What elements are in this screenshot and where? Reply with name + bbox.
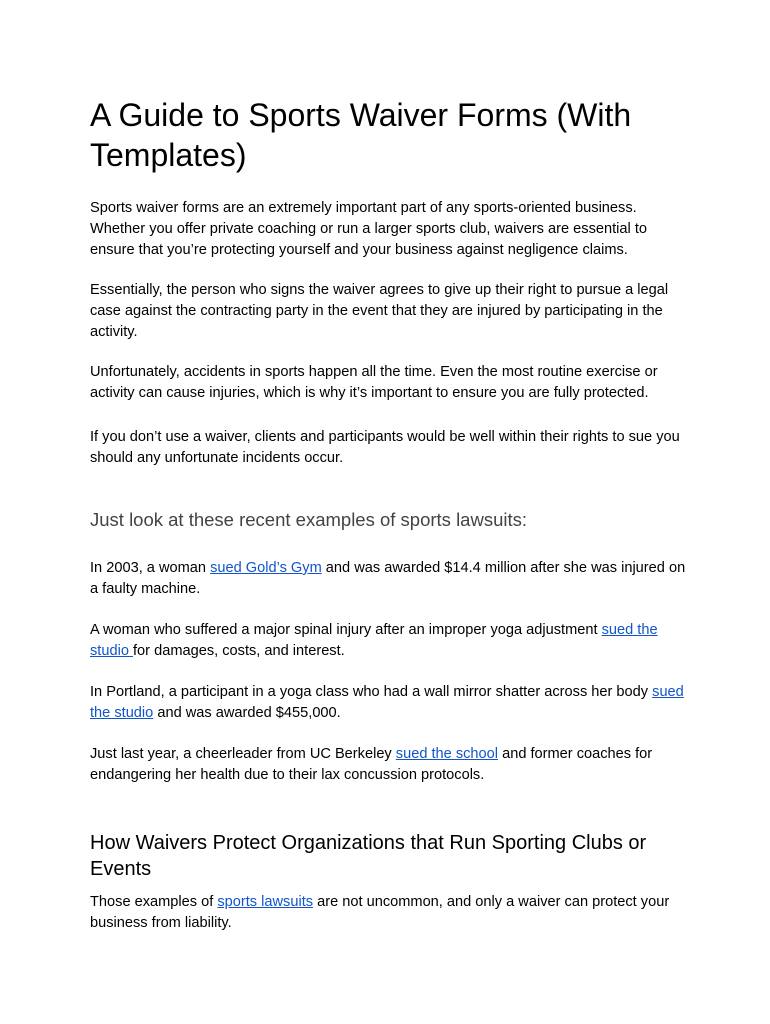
example-item <box>90 620 690 662</box>
example-text-after: and was awarded $455,000. <box>153 705 341 721</box>
protect-heading: How Waivers Protect Organizations that Run Sporting Clubs or Events <box>90 832 647 880</box>
sued-the-studio-portland-link[interactable]: sued the studio <box>90 684 684 721</box>
protect-paragraph <box>90 892 690 934</box>
protect-text-after: are not uncommon, and only a waiver can protect your business from liability. <box>90 894 670 931</box>
example-text-before: In Portland, a participant in a yoga class who had a wall mirror shatter across her body <box>90 684 653 700</box>
intro-paragraph-2: Essentially, the person who signs the waiver agrees to give up their right to pursue a legal case against the contracting party in the event that they are injured by participating in the activity. <box>90 282 669 340</box>
example-text-before: A woman who suffered a major spinal injury after an improper yoga adjustment <box>90 622 602 638</box>
example-text-before: In 2003, a woman <box>90 560 211 576</box>
example-text-after: for damages, costs, and interest. <box>133 643 345 659</box>
intro-paragraph-4: If you don’t use a waiver, clients and participants would be well within their rights to sue you should any unfortunate incidents occur. <box>90 429 680 466</box>
examples-heading: Just look at these recent examples of sports lawsuits: <box>90 509 528 530</box>
intro-paragraph-3: Unfortunately, accidents in sports happen all the time. Even the most routine exercise or activity can cause injuries, which is why it’s important to ensure you are fully protected. <box>90 364 658 401</box>
example-item <box>90 744 690 786</box>
intro-paragraph-1: Sports waiver forms are an extremely important part of any sports-oriented business. Whether you offer private coaching or run a larger sports club, waivers are essential to ensure that you’re protecting yourself and your business against negligence claims. <box>90 200 647 258</box>
sued-the-school-link[interactable]: sued the school <box>395 746 499 762</box>
page-title: A Guide to Sports Waiver Forms (With Templates) <box>90 97 632 173</box>
example-text-after: and was awarded $14.4 million after she was injured on a faulty machine. <box>90 560 686 597</box>
example-item <box>90 682 690 724</box>
protect-text-before: Those examples of <box>90 894 218 910</box>
sued-golds-gym-link[interactable]: sued Gold’s Gym <box>210 560 322 576</box>
sued-the-studio-link[interactable]: sued the studio <box>90 622 658 659</box>
example-item <box>90 558 690 600</box>
sports-lawsuits-link[interactable]: sports lawsuits <box>217 894 314 910</box>
example-text-before: Just last year, a cheerleader from UC Berkeley <box>90 746 396 762</box>
example-text-after: and former coaches for endangering her health due to their lax concussion protocols. <box>90 746 653 783</box>
